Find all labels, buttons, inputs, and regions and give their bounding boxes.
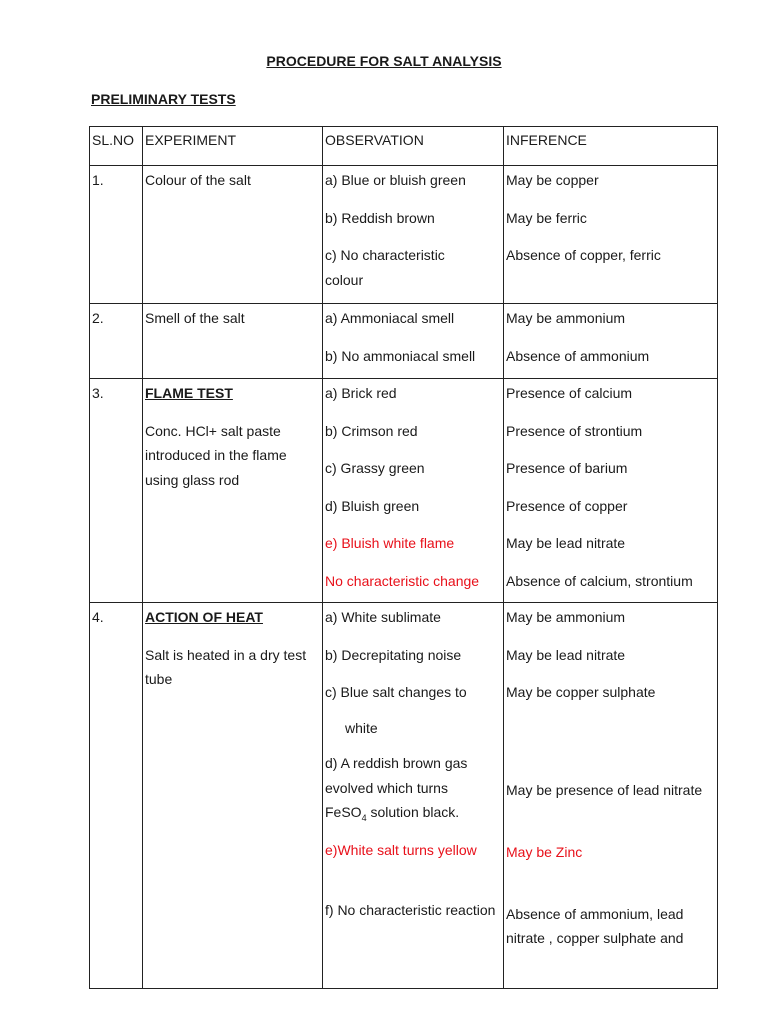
row-number: 4.: [92, 609, 104, 625]
inference-item: Absence of ammonium: [506, 347, 650, 364]
inference-item: May be ammonium: [506, 609, 626, 625]
observation-item: a) Brick red: [325, 385, 397, 401]
table-row: [90, 379, 718, 603]
table-row: [90, 166, 718, 304]
inference-item: Presence of barium: [506, 460, 628, 476]
header-observation: OBSERVATION: [323, 127, 504, 166]
inference-item: Absence of copper, ferric: [506, 247, 661, 263]
observation-item: b) No ammoniacal smell: [325, 347, 476, 364]
observation-item: c) Blue salt changes to: [325, 684, 467, 700]
experiment-name: Colour of the salt: [145, 172, 251, 188]
inference-item: Absence of calcium, strontium: [506, 572, 693, 589]
inference-item: Presence of calcium: [506, 385, 633, 401]
subscript: 4: [361, 812, 367, 823]
inference-item: May be ammonium: [506, 310, 626, 326]
observation-item: c) Grassy green: [325, 460, 425, 476]
observation-item: a) White sublimate: [325, 609, 441, 625]
section-heading: PRELIMINARY TESTS: [91, 91, 236, 107]
inference-item: May be lead nitrate: [506, 535, 626, 551]
observation-item: d) A reddish brown gas evolved which turns: [325, 755, 468, 796]
observation-item-highlighted: e)White salt turns yellow: [325, 841, 477, 858]
table-row: [90, 603, 718, 989]
experiment-name: ACTION OF HEAT: [145, 609, 263, 625]
header-slno: SL.NO: [90, 127, 143, 166]
observation-item-cont: FeSO$_4$ solution black.: [325, 804, 460, 823]
experiment-description: Conc. HCl+ salt paste introduced in the flame using glass rod: [145, 422, 287, 488]
header-experiment: EXPERIMENT: [143, 127, 323, 166]
inference-item-highlighted: May be Zinc: [506, 844, 583, 860]
observation-item: a) Blue or bluish green: [325, 172, 466, 188]
observation-item-cont: colour: [325, 271, 364, 288]
observation-item: b) Reddish brown: [325, 209, 435, 226]
row-number: 3.: [92, 385, 104, 401]
table-header-row: [90, 127, 718, 166]
document-title: PROCEDURE FOR SALT ANALYSIS: [266, 53, 502, 69]
observation-item: b) Crimson red: [325, 422, 418, 439]
inference-item: Presence of copper: [506, 497, 628, 514]
inference-item: Presence of strontium: [506, 422, 643, 439]
observation-item: c) No characteristic: [325, 247, 445, 263]
inference-item: May be lead nitrate: [506, 646, 626, 663]
inference-item: May be ferric: [506, 209, 587, 226]
observation-item: d) Bluish green: [325, 497, 420, 514]
inference-item: May be presence of lead nitrate: [506, 781, 703, 798]
inference-item: Absence of ammonium, lead nitrate , copper sulphate and: [506, 905, 684, 946]
observation-item-cont: white: [345, 719, 378, 736]
experiment-description: Salt is heated in a dry test tube: [145, 646, 307, 687]
observation-item: b) Decrepitating noise: [325, 646, 462, 663]
observation-item-highlighted: e) Bluish white flame: [325, 535, 455, 551]
inference-item: May be copper: [506, 172, 599, 188]
header-inference: INFERENCE: [504, 127, 718, 166]
experiment-name: Smell of the salt: [145, 310, 245, 326]
observation-item: a) Ammoniacal smell: [325, 310, 455, 326]
row-number: 2.: [92, 310, 104, 326]
analysis-table: [89, 126, 718, 989]
table-row: [90, 304, 718, 379]
experiment-name: FLAME TEST: [145, 385, 233, 401]
observation-item: f) No characteristic reaction: [325, 902, 496, 918]
observation-item-highlighted: No characteristic change: [325, 572, 480, 589]
inference-item: May be copper sulphate: [506, 684, 656, 700]
row-number: 1.: [92, 172, 104, 188]
